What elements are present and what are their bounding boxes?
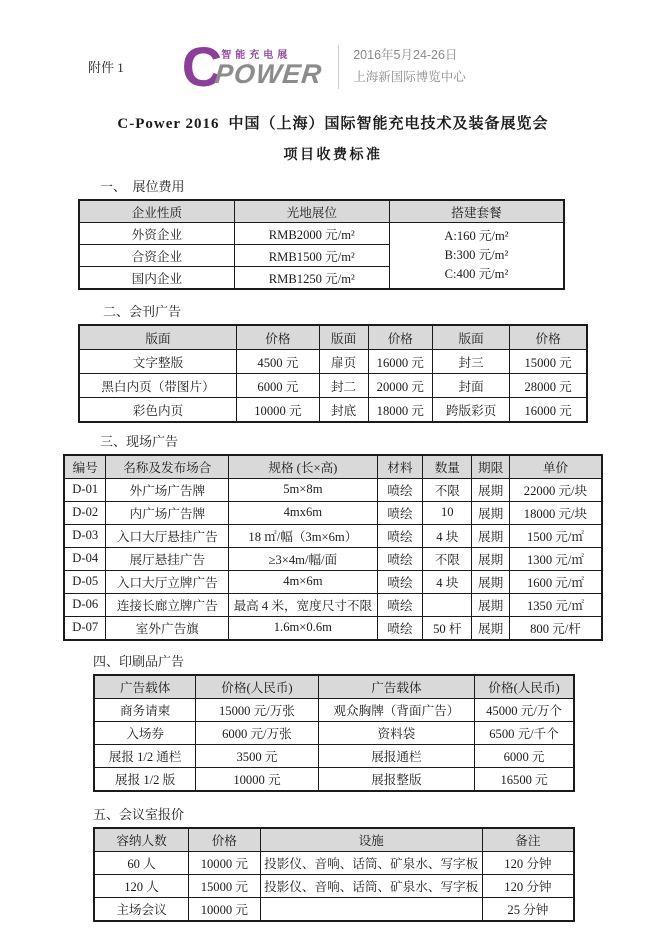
header-cell: 价格(人民币) (475, 675, 574, 699)
table-cell: 资料袋 (318, 721, 474, 744)
header-cell: 价格 (368, 325, 433, 350)
table-cell: 扉页 (319, 349, 368, 373)
table-cell: RMB1250 元/m² (234, 266, 389, 289)
table-cell: 6500 元/千个 (475, 721, 574, 744)
table-cell: 观众胸牌（背面广告） (318, 698, 474, 721)
table-cell: 入口大厅悬挂广告 (106, 524, 229, 547)
table-cell: 展报通栏 (318, 744, 474, 767)
onsite-ad-table (63, 454, 603, 641)
table-row (64, 593, 602, 616)
header-cell: 名称及发布场合 (106, 455, 229, 479)
table-row (64, 570, 602, 593)
table-cell: 入场券 (94, 721, 196, 744)
table-cell: 展报 1/2 通栏 (94, 744, 196, 767)
table-cell: 外广场广告牌 (106, 478, 229, 501)
table-cell: 外资企业 (79, 222, 234, 244)
table-cell: 室外广告旗 (106, 616, 229, 640)
table-cell: 黑白内页（带图片） (79, 373, 236, 397)
table-row (94, 744, 574, 767)
header-cell: 容纳人数 (94, 828, 189, 852)
document-subtitle: 项目收费标准 (283, 147, 383, 163)
header-cell: 光地展位 (234, 200, 389, 223)
package-line: C:400 元/m² (444, 266, 509, 281)
table-cell: 展期 (472, 524, 510, 547)
document-title-zh: 中国（上海）国际智能充电技术及装备展览会 (228, 115, 549, 132)
header-cell: 价格(人民币) (196, 675, 318, 699)
header-cell: 数量 (423, 455, 472, 479)
table-cell: 1.6m×0.6m (229, 616, 377, 640)
table-cell: 4 块 (423, 524, 472, 547)
table-cell: 入口大厅立牌广告 (106, 570, 229, 593)
document-title-en: C-Power 2016 (117, 115, 220, 132)
table-cell: 封面 (433, 373, 510, 397)
table-cell: 合资企业 (79, 244, 234, 266)
table-header-row (64, 455, 602, 479)
table-cell: 喷绘 (377, 501, 423, 524)
table-cell: D-04 (64, 547, 106, 570)
table-cell: 封底 (319, 397, 368, 422)
table-cell: ≥3×4m/幅/面 (229, 547, 377, 570)
table-cell: 连接长廊立牌广告 (106, 593, 229, 616)
table-cell: 25 分钟 (482, 897, 574, 921)
table-cell: D-07 (64, 616, 106, 640)
table-cell: 喷绘 (377, 524, 423, 547)
event-info (353, 45, 466, 89)
header-cell: 企业性质 (79, 200, 234, 223)
header-cell: 广告载体 (94, 675, 196, 699)
table-cell: 5m×8m (229, 478, 377, 501)
table-cell: D-06 (64, 593, 106, 616)
print-ad-table (93, 674, 575, 792)
table-header-row (94, 675, 574, 699)
table-cell: 国内企业 (79, 266, 234, 289)
table-cell: 15000 元/万张 (196, 698, 318, 721)
table-cell: 6000 元 (236, 373, 319, 397)
table-cell: 6000 元 (475, 744, 574, 767)
table-cell: 投影仪、音响、话筒、矿泉水、写字板 (260, 874, 482, 897)
table-cell: 1600 元/㎡ (509, 570, 602, 593)
table-cell: 18000 元 (368, 397, 433, 422)
table-cell: 展期 (472, 616, 510, 640)
table-cell: 16500 元 (475, 767, 574, 791)
catalog-ad-table (78, 324, 588, 423)
table-cell: 展报整版 (318, 767, 474, 791)
table-cell: 喷绘 (377, 547, 423, 570)
table-cell: D-01 (64, 478, 106, 501)
table-cell: 10000 元 (189, 897, 261, 921)
table-cell: 跨版彩页 (433, 397, 510, 422)
table-row (79, 373, 587, 397)
table-cell: 喷绘 (377, 478, 423, 501)
header-cell: 搭建套餐 (389, 200, 564, 223)
table-row (94, 851, 574, 874)
table-row (79, 222, 564, 244)
table-header-row (79, 325, 587, 350)
table-row (79, 349, 587, 373)
section-heading-print: 四、印刷品广告 (93, 653, 185, 669)
table-row (94, 874, 574, 897)
logo-c-letter: C (181, 35, 223, 98)
cpower-logo (181, 35, 324, 98)
event-date: 2016年5月24-26日 (353, 48, 458, 63)
table-cell: 15000 元 (189, 874, 261, 897)
table-row (64, 524, 602, 547)
table-cell: 1350 元/㎡ (509, 593, 602, 616)
table-cell: 4 块 (423, 570, 472, 593)
table-cell: 60 人 (94, 851, 189, 874)
table-cell: 10 (423, 501, 472, 524)
section-heading-onsite: 三、现场广告 (100, 433, 179, 449)
table-row (94, 721, 574, 744)
table-cell: 最高 4 米，宽度尺寸不限 (229, 593, 377, 616)
package-cell (389, 222, 564, 289)
table-cell: 10000 元 (196, 767, 318, 791)
table-cell: D-02 (64, 501, 106, 524)
attachment-label: 附件 1 (88, 60, 124, 76)
table-cell: 120 人 (94, 874, 189, 897)
table-cell: 主场会议 (94, 897, 189, 921)
header-cell: 期限 (472, 455, 510, 479)
logo-right-block (215, 46, 322, 90)
header-cell: 版面 (319, 325, 368, 350)
table-cell: 喷绘 (377, 570, 423, 593)
table-cell: 展期 (472, 593, 510, 616)
table-cell: 不限 (423, 478, 472, 501)
table-cell: 不限 (423, 547, 472, 570)
table-cell: RMB2000 元/m² (234, 222, 389, 244)
package-line: B:300 元/m² (444, 247, 509, 262)
table-cell: D-05 (64, 570, 106, 593)
table-cell: 18000 元/块 (509, 501, 602, 524)
header-cell: 版面 (433, 325, 510, 350)
table-row (64, 501, 602, 524)
header-cell: 广告载体 (318, 675, 474, 699)
table-cell (423, 593, 472, 616)
table-row (94, 767, 574, 791)
table-cell: 4m×6m (229, 570, 377, 593)
header-cell: 单价 (509, 455, 602, 479)
table-cell: 封三 (433, 349, 510, 373)
table-cell: 4mx6m (229, 501, 377, 524)
booth-fee-table (78, 199, 565, 290)
header-cell: 设施 (260, 828, 482, 852)
header-cell: 价格 (189, 828, 261, 852)
table-cell: 投影仪、音响、话筒、矿泉水、写字板 (260, 851, 482, 874)
table-cell: 封二 (319, 373, 368, 397)
table-row (94, 698, 574, 721)
table-cell: 18 ㎡/幅（3m×6m） (229, 524, 377, 547)
document-title (0, 112, 666, 133)
table-cell: 展期 (472, 478, 510, 501)
table-cell: 展期 (472, 501, 510, 524)
table-cell: 内广场广告牌 (106, 501, 229, 524)
header-cell: 价格 (510, 325, 587, 350)
table-cell: 20000 元 (368, 373, 433, 397)
header-cell: 规格 (长×高) (229, 455, 377, 479)
table-cell: 120 分钟 (482, 851, 574, 874)
table-cell: 展厅悬挂广告 (106, 547, 229, 570)
table-row (79, 397, 587, 422)
table-cell: 45000 元/万个 (475, 698, 574, 721)
table-cell: 商务请柬 (94, 698, 196, 721)
table-cell: 6000 元/万张 (196, 721, 318, 744)
table-cell: 展期 (472, 570, 510, 593)
table-header-row (79, 200, 564, 223)
table-cell: 4500 元 (236, 349, 319, 373)
table-cell: 喷绘 (377, 593, 423, 616)
table-cell: D-03 (64, 524, 106, 547)
header-cell: 备注 (482, 828, 574, 852)
table-row (64, 478, 602, 501)
table-cell: 喷绘 (377, 616, 423, 640)
table-cell: 800 元/杆 (509, 616, 602, 640)
table-cell: 1300 元/㎡ (509, 547, 602, 570)
table-row (94, 897, 574, 921)
table-cell: 50 杆 (423, 616, 472, 640)
table-cell: 10000 元 (236, 397, 319, 422)
meeting-room-table (93, 827, 575, 922)
table-cell: 展期 (472, 547, 510, 570)
document-header (0, 0, 666, 98)
table-row (64, 616, 602, 640)
table-cell: 文字整版 (79, 349, 236, 373)
header-cell: 材料 (377, 455, 423, 479)
section-heading-booth: 一、 展位费用 (100, 178, 185, 194)
table-cell: 1500 元/㎡ (509, 524, 602, 547)
table-row (64, 547, 602, 570)
header-cell: 价格 (236, 325, 319, 350)
table-cell: 120 分钟 (482, 874, 574, 897)
table-cell: 10000 元 (189, 851, 261, 874)
table-cell: RMB1500 元/m² (234, 244, 389, 266)
table-cell (260, 897, 482, 921)
table-cell: 彩色内页 (79, 397, 236, 422)
logo-power-text: POWER (213, 58, 324, 89)
table-cell: 28000 元 (510, 373, 587, 397)
header-cell: 版面 (79, 325, 236, 350)
section-heading-catalog: 二、会刊广告 (103, 303, 182, 319)
table-cell: 22000 元/块 (509, 478, 602, 501)
table-cell: 16000 元 (368, 349, 433, 373)
logo-divider (338, 45, 339, 89)
package-line: A:160 元/m² (444, 228, 509, 243)
table-cell: 15000 元 (510, 349, 587, 373)
header-cell: 编号 (64, 455, 106, 479)
logo-tagline: 智能充电展 (221, 49, 292, 61)
table-cell: 展报 1/2 版 (94, 767, 196, 791)
section-heading-meeting: 五、会议室报价 (93, 806, 185, 822)
event-venue: 上海新国际博览中心 (353, 69, 466, 84)
table-cell: 16000 元 (510, 397, 587, 422)
table-header-row (94, 828, 574, 852)
table-cell: 3500 元 (196, 744, 318, 767)
